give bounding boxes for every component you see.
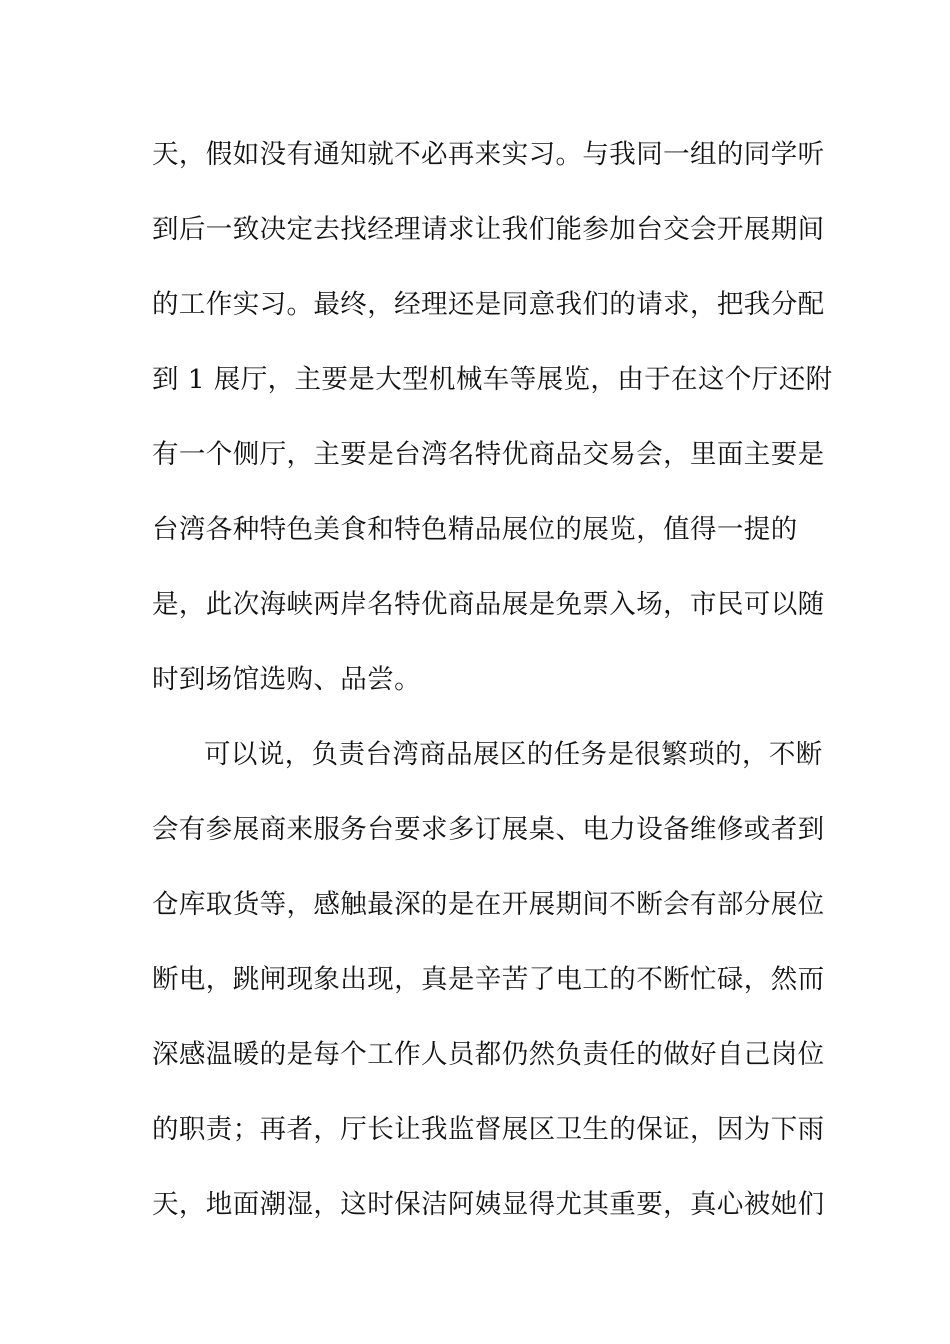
text-line-1: 天，假如没有通知就不必再来实习。与我同一组的同学听 [152, 139, 825, 170]
text-line-14: 的职责；再者，厅长让我监督展区卫生的保证，因为下雨 [152, 1114, 825, 1145]
text-line-5: 有一个侧厅，主要是台湾名特优商品交易会，里面主要是 [152, 439, 825, 470]
text-line-12: 断电，跳闸现象出现，真是辛苦了电工的不断忙碌，然而 [152, 964, 825, 995]
text-line-10: 会有参展商来服务台要求多订展桌、电力设备维修或者到 [152, 814, 825, 845]
text-line-4: 到 1 展厅，主要是大型机械车等展览，由于在这个厅还附 [152, 364, 833, 395]
text-line-11: 仓库取货等，感触最深的是在开展期间不断会有部分展位 [152, 889, 825, 920]
text-line-2: 到后一致决定去找经理请求让我们能参加台交会开展期间 [152, 214, 825, 245]
text-line-13: 深感温暖的是每个工作人员都仍然负责任的做好自己岗位 [152, 1039, 825, 1070]
text-line-7: 是，此次海峡两岸名特优商品展是免票入场，市民可以随 [152, 589, 825, 620]
text-line-8: 时到场馆选购、品尝。 [152, 664, 421, 695]
text-line-15: 天，地面潮湿，这时保洁阿姨显得尤其重要，真心被她们 [152, 1189, 825, 1220]
text-line-3: 的工作实习。最终，经理还是同意我们的请求，把我分配 [152, 289, 825, 320]
text-line-6: 台湾各种特色美食和特色精品展位的展览，值得一提的 [152, 514, 798, 545]
paragraph-first-line: 可以说，负责台湾商品展区的任务是很繁琐的，不断 [204, 739, 823, 770]
